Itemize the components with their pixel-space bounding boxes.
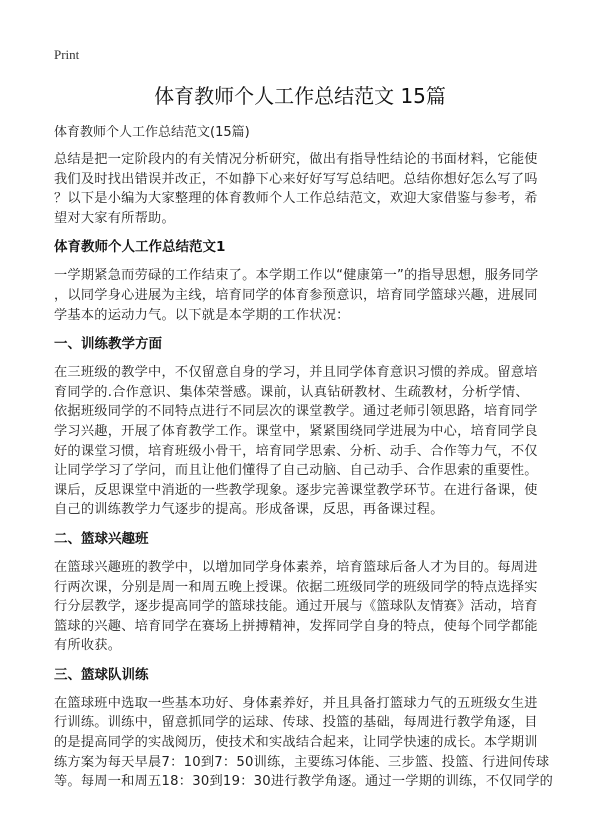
paragraph	[54, 694, 554, 792]
paragraph-line: 行两次课，分别是周一和周五晚上授课。依据二班级同学的班级同学的特点选择实	[54, 579, 538, 595]
paragraph-line: 学习兴趣，开展了体育教学工作。课堂中，紧紧围绕同学进展为中心，培育同学良	[54, 423, 538, 439]
paragraph-line: 依据班级同学的不同特点进行不同层次的课堂教学。通过老师引领思路，培育同学	[54, 404, 538, 420]
paragraph-line: 望对大家有所帮助。	[54, 210, 175, 226]
paragraph-line: 练方案为每天早晨7：10到7：50训练，主要练习体能、三步篮、投篮、行进间传球	[54, 754, 550, 770]
document-body	[54, 150, 554, 801]
paragraph-line: 一学期紧急而劳碌的工作结束了。本学期工作以“健康第一”的指导思想，服务同学	[54, 268, 539, 284]
section-heading: 三、篮球队训练	[54, 666, 149, 683]
paragraph-line: 课后，反思课堂中消逝的一些教学现象。逐步完善课堂教学环节。在进行备课，使	[54, 482, 538, 498]
document-subtitle: 体育教师个人工作总结范文(15篇)	[54, 125, 250, 140]
paragraph	[54, 266, 554, 325]
paragraph	[54, 150, 554, 228]
print-link[interactable]: Print	[54, 47, 80, 62]
paragraph-line: 篮球的兴趣、培育同学在赛场上拼搏精神，发挥同学自身的特点，使每个同学都能	[54, 618, 538, 634]
paragraph	[54, 363, 554, 520]
paragraph-line: 自己的训练教学力气逐步的提高。形成备课，反思，再备课过程。	[54, 502, 444, 518]
paragraph-line: 的是提高同学的实战阅历，使技术和实战结合起来，让同学快速的成长。本学期训	[54, 735, 538, 751]
paragraph-line: 在篮球班中选取一些基本功好、身体素养好，并且具备打篮球力气的五班级女生进	[54, 695, 538, 711]
paragraph-line: 等。每周一和周五18：30到19：30进行教学角逐。通过一学期的训练，不仅同学的	[54, 774, 554, 790]
paragraph-line: 总结是把一定阶段内的有关情况分析研究，做出有指导性结论的书面材料，它能使	[54, 152, 538, 167]
paragraph-line: 行分层教学，逐步提高同学的篮球技能。通过开展与《篮球队友情赛》活动，培育	[54, 599, 538, 615]
section-heading: 体育教师个人工作总结范文1	[54, 239, 226, 256]
paragraph-line: 育同学的.合作意识、集体荣誉感。课前，认真钻研教材、生疏教材，分析学情、	[54, 384, 529, 400]
page-title: 体育教师个人工作总结范文 15篇	[154, 84, 446, 108]
paragraph-line: 在三班级的教学中，不仅留意自身的学习，并且同学体育意识习惯的养成。留意培	[54, 365, 538, 381]
paragraph-line: 学基本的运动力气。以下就是本学期的工作状况：	[54, 307, 350, 323]
section-heading: 一、训练教学方面	[54, 336, 162, 353]
paragraph-line: 好的课堂习惯，培育班级小骨干，培育同学思索、分析、动手、合作等力气，不仅	[54, 443, 538, 459]
paragraph-line: 让同学学习了学问，而且让他们懂得了自己动脑、自己动手、合作思索的重要性。	[54, 463, 538, 479]
paragraph-line: 我们及时找出错误并改正，不如静下心来好好写写总结吧。总结你想好怎么写了吗	[54, 171, 538, 187]
paragraph-line: 行训练。训练中，留意抓同学的运球、传球、投篮的基础，每周进行教学角逐，目	[54, 715, 538, 731]
paragraph-line: 有所收获。	[54, 638, 122, 654]
section-heading: 二、篮球兴趣班	[54, 530, 149, 547]
paragraph	[54, 558, 554, 656]
paragraph-line: 在篮球兴趣班的教学中，以增加同学身体素养，培育篮球后备人才为目的。每周进	[54, 559, 538, 575]
paragraph-line: ？以下是小编为大家整理的体育教师个人工作总结范文，欢迎大家借鉴与参考，希	[54, 191, 538, 207]
paragraph-line: ，以同学身心进展为主线，培育同学的体育参预意识，培育同学篮球兴趣，进展同	[54, 287, 538, 303]
